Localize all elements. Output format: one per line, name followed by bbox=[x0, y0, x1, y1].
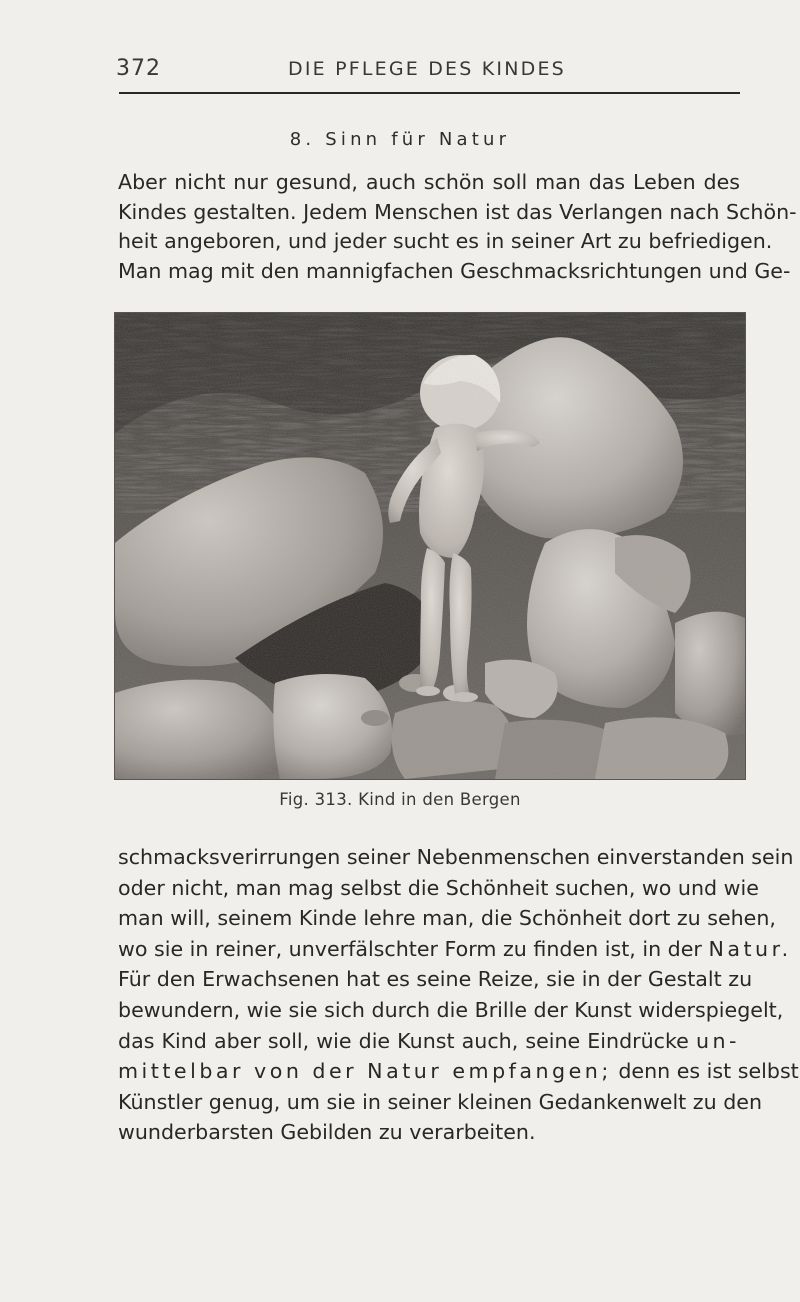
spaced-word: Natur. bbox=[708, 936, 792, 961]
text-line: wunderbarsten Gebilden zu verarbeiten. bbox=[118, 1120, 536, 1145]
text-line: oder nicht, man mag selbst die Schönheit suchen, wo und wie bbox=[118, 875, 759, 900]
photo-illustration bbox=[115, 313, 745, 779]
text-line bbox=[118, 1056, 799, 1087]
text-line-part: das Kind aber soll, wie die Kunst auch, seine Eindrücke bbox=[118, 1028, 696, 1053]
spaced-word: un- bbox=[695, 1028, 740, 1053]
page-number: 372 bbox=[116, 56, 161, 81]
text-line: Kindes gestalten. Jedem Menschen ist das Verlangen nach Schön- bbox=[118, 199, 797, 224]
spaced-phrase: mittelbar von der Natur empfangen; bbox=[118, 1059, 612, 1084]
text-line: Künstler genug, um sie in seiner kleinen Gedankenwelt zu den bbox=[118, 1089, 763, 1114]
text-line: Für den Erwachsenen hat es seine Reize, sie in der Gestalt zu bbox=[118, 967, 753, 992]
text-line bbox=[118, 1026, 740, 1057]
text-line: man will, seinem Kinde lehre man, die Schönheit dort zu sehen, bbox=[118, 906, 776, 931]
figure-photo bbox=[114, 312, 746, 780]
header-rule bbox=[119, 92, 740, 94]
text-line: schmacksverirrungen seiner Nebenmenschen einverstanden sein bbox=[118, 845, 794, 869]
paragraph-1 bbox=[118, 168, 797, 286]
text-line: Aber nicht nur gesund, auch schön soll man das Leben des bbox=[118, 170, 740, 194]
text-line bbox=[118, 934, 792, 965]
running-head: DIE PFLEGE DES KINDES bbox=[288, 58, 566, 80]
section-title: 8. Sinn für Natur bbox=[289, 129, 511, 150]
text-line: Man mag mit den mannigfachen Geschmacksrichtungen und Ge- bbox=[118, 258, 791, 283]
text-line: bewundern, wie sie sich durch die Brille der Kunst widerspiegelt, bbox=[118, 997, 784, 1022]
text-line-part: denn es ist selbst bbox=[611, 1059, 799, 1084]
figure-caption: Fig. 313. Kind in den Bergen bbox=[279, 790, 521, 809]
paragraph-2 bbox=[118, 842, 799, 1148]
text-line-part: wo sie in reiner, unverfälschter Form zu finden ist, in der bbox=[118, 936, 709, 961]
text-line: heit angeboren, und jeder sucht es in seiner Art zu befriedigen. bbox=[118, 229, 773, 253]
